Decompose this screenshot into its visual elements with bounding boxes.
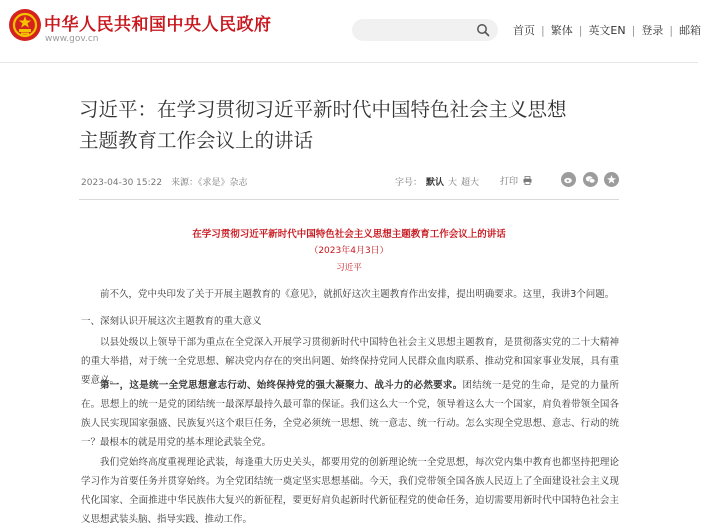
- nav-traditional[interactable]: 繁体: [550, 24, 573, 37]
- font-size-large[interactable]: 大: [448, 178, 458, 188]
- favorite-star-icon[interactable]: [604, 172, 619, 187]
- weibo-share-icon[interactable]: [561, 172, 576, 187]
- speech-date: （2023年4月3日）: [309, 246, 389, 256]
- nav-home[interactable]: 首页: [513, 24, 535, 37]
- paragraph: 以县处级以上领导干部为重点在全党深入开展学习贯彻新时代中国特色社会主义思想主题教育，是贯彻落实党的二十大精神的重大举措，对于统一全党思想、解决党内存在的突出问题、始终保持党同人民群众血肉联系、推动党和国家事业发展，具有重要意义。: [81, 337, 619, 386]
- article-source: 来源：《求是》杂志: [170, 178, 248, 188]
- nav-english[interactable]: 英文EN: [588, 24, 626, 37]
- page-title: [79, 94, 639, 156]
- top-nav: [513, 22, 701, 38]
- print-icon: [523, 176, 532, 185]
- site-url: www.gov.cn: [45, 34, 99, 44]
- paragraph: 我们党始终高度重视理论武装，每逢重大历史关头，都要用党的创新理论统一全党思想，每次党内集中教育也都坚持把理论学习作为首要任务并贯穿始终。为全党团结统一奠定坚实思想基础。今天，我们党带领全国各族人民迈上了全面建设社会主义现代化国家、全面推进中华民族伟大复兴的新征程，要更好肩负起新时代新征程党的使命任务，迫切需要用新时代中国特色社会主义思想武装头脑、指导实践、推动工作。: [81, 457, 619, 525]
- nav-login[interactable]: 登录: [641, 24, 664, 37]
- nav-separator: |: [541, 24, 545, 37]
- site-header: [0, 0, 701, 63]
- nav-separator: |: [669, 24, 674, 37]
- paragraph: [81, 376, 619, 452]
- search-input[interactable]: [352, 19, 498, 41]
- font-size-default[interactable]: 默认: [426, 178, 445, 188]
- print-label: 打印: [500, 177, 519, 187]
- page-title-line1: 习近平：在学习贯彻习近平新时代中国特色社会主义思想: [79, 98, 567, 121]
- search-icon[interactable]: [476, 23, 490, 37]
- publish-date: 2023-04-30 15:22: [81, 178, 163, 188]
- speech-heading: 在学习贯彻习近平新时代中国特色社会主义思想主题教育工作会议上的讲话: [192, 229, 506, 240]
- nav-mail[interactable]: 邮箱: [679, 24, 701, 37]
- speech-author: 习近平: [336, 263, 362, 273]
- paragraph-body: 团结统一是党的生命，是党的力量所在。思想上的统一是党的团结统一最深厚最持久最可靠的保证。我们这么大一个党，领导着这么大一个国家，肩负着带领全国各族人民实现国家强盛、民族复兴这个艰巨任务，全党必须统一思想、统一意志、统一行动。怎么实现全党思想、意志、行动的统一？最根本的就是用党的基本理论武装全党。: [81, 380, 619, 448]
- article-meta: [81, 175, 248, 188]
- nav-separator: |: [578, 24, 583, 37]
- national-emblem-icon[interactable]: [8, 8, 42, 42]
- paragraph: 前不久，党中央印发了关于开展主题教育的《意见》，就抓好这次主题教育作出安排，提出明确要求。这里，我讲3个问题。: [100, 289, 615, 300]
- font-size-switcher: [395, 175, 479, 188]
- print-button[interactable]: [500, 174, 532, 187]
- font-size-label: 字号：: [395, 178, 423, 188]
- site-title[interactable]: 中华人民共和国中央人民政府: [44, 15, 272, 35]
- section-heading: 一、深刻认识开展这次主题教育的重大意义: [81, 316, 262, 327]
- page-title-line2: 主题教育工作会议上的讲话: [79, 129, 314, 152]
- paragraph-lead-bold: 第一，这是统一全党思想意志行动、始终保持党的强大凝聚力、战斗力的必然要求。: [100, 380, 463, 391]
- wechat-share-icon[interactable]: [583, 172, 598, 187]
- title-divider: [79, 199, 619, 200]
- font-size-xlarge[interactable]: 超大: [461, 178, 480, 188]
- nav-separator: |: [631, 24, 636, 37]
